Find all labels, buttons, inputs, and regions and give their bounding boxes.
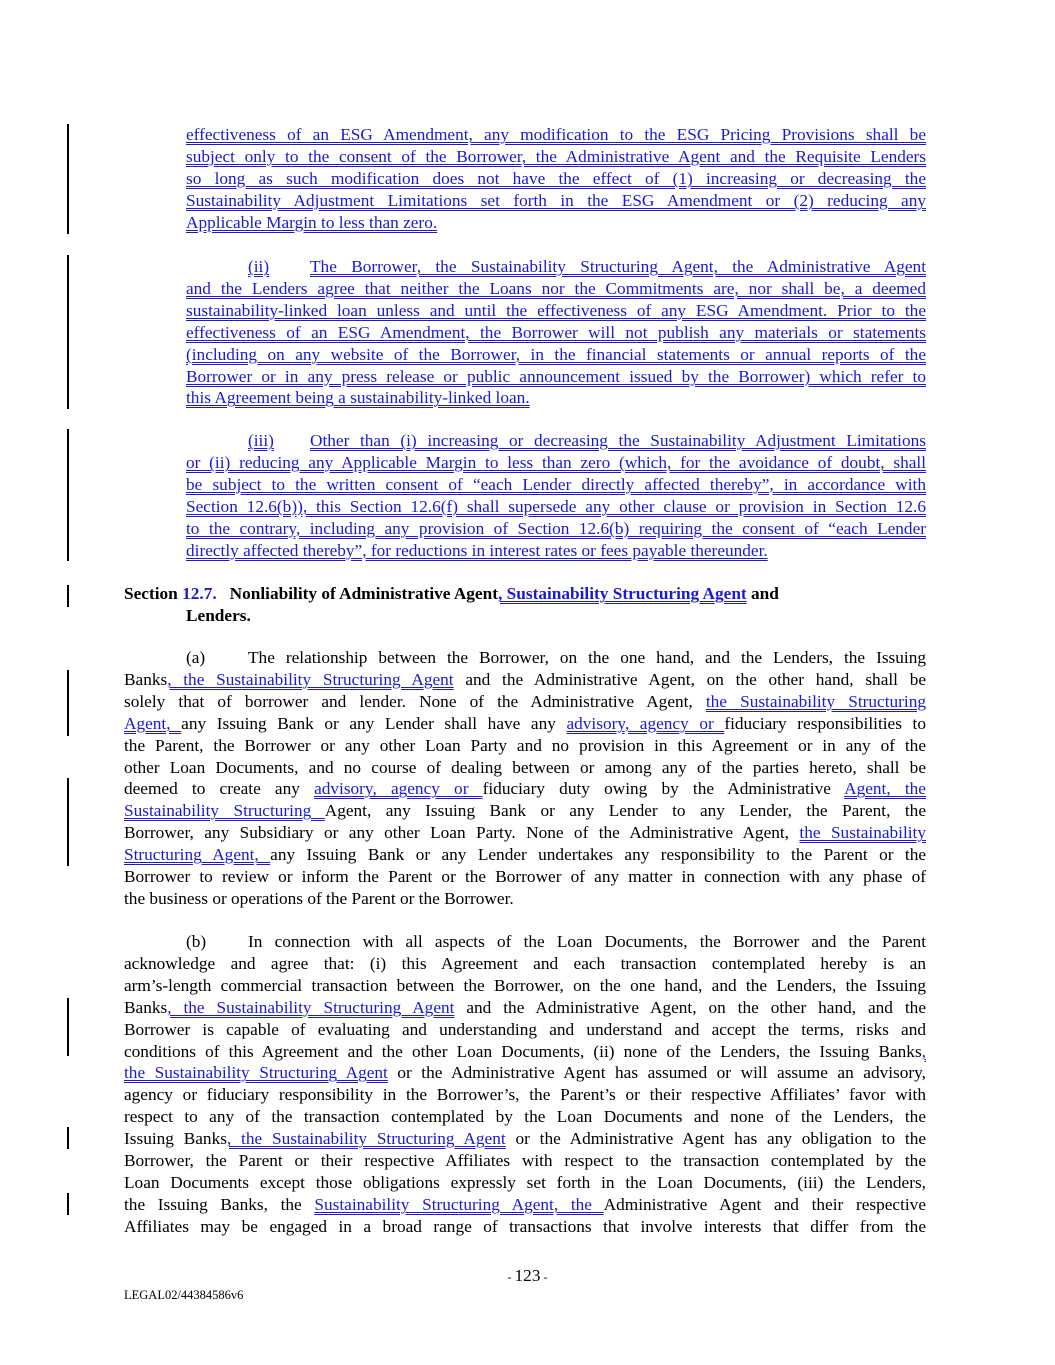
change-bar — [67, 429, 69, 561]
text-segment: Borrower to review or inform the Parent or the Borrower of any matter in connection with any phase of — [124, 867, 926, 886]
text-segment: and the Administrative Agent, on the other hand, and the — [454, 997, 926, 1017]
text-line — [124, 713, 926, 735]
inserted-text: Structuring Agent, — [124, 845, 271, 865]
text-segment: fiduciary responsibilities to — [724, 713, 926, 733]
text-segment: Borrower is capable of evaluating and understanding and understand and accept the terms, risks and — [124, 1019, 926, 1039]
page-number-prefix: - — [507, 1270, 515, 1284]
inserted-text: The Borrower, the Sustainability Structuring Agent, the Administrative Agent — [310, 257, 926, 276]
inserted-text: this Agreement being a sustainability-linked loan. — [186, 388, 530, 408]
inserted-text: (including on any website of the Borrower, in the financial statements or annual reports of the — [186, 344, 926, 364]
text-line — [186, 540, 926, 562]
text-segment: or the Administrative Agent has assumed or will assume an advisory, — [387, 1063, 926, 1083]
inserted-text: Agent, the — [844, 779, 926, 799]
text-line — [186, 168, 926, 190]
text-segment: conditions of this Agreement and the other Loan Documents, (ii) none of the Lenders, the Issuing Banks — [124, 1041, 922, 1061]
text-line — [124, 1150, 926, 1172]
text-line — [186, 387, 926, 409]
text-segment: any Issuing Bank or any Lender undertakes any responsibility to the Parent or the — [270, 845, 927, 865]
inserted-text: , the Sustainability Structuring Agent — [167, 669, 454, 689]
section-label: Section — [124, 584, 178, 603]
text-line — [124, 757, 926, 779]
inserted-text: effectiveness of an ESG Amendment, the Borrower will not publish any materials or statements — [186, 322, 926, 342]
inserted-text: or (ii) reducing any Applicable Margin to less than zero (which, for the avoidance of doubt, shall — [186, 452, 926, 472]
text-line — [124, 975, 926, 997]
paragraph-label: (iii) — [248, 431, 274, 450]
inserted-text: , — [921, 1041, 926, 1061]
text-segment: Banks — [124, 997, 168, 1017]
text-line — [124, 1062, 926, 1084]
section-title: Nonliability of Administrative Agent — [229, 584, 498, 603]
change-bar — [67, 670, 69, 692]
text-line — [124, 1194, 926, 1216]
section-heading — [124, 583, 779, 605]
text-line — [124, 691, 926, 713]
text-segment: arm’s-length commercial transaction between the Borrower, on the one hand, and the Lenders, the Issuing — [124, 975, 926, 995]
inserted-text: advisory, agency or — [566, 713, 725, 733]
text-line — [124, 669, 926, 691]
text-segment: In connection with all aspects of the Loan Documents, the Borrower and the Parent — [248, 932, 926, 951]
text-segment: Administrative Agent and their respective — [603, 1194, 926, 1214]
text-segment: Issuing Banks — [124, 1129, 227, 1149]
text-segment: the Parent, the Borrower or any other Loan Party and no provision in this Agreement or in any of the — [124, 735, 926, 755]
inserted-text: the Sustainability — [799, 823, 926, 843]
text-line — [124, 800, 926, 822]
section-title-line2: Lenders. — [186, 606, 251, 625]
text-segment: any Issuing Bank or any Lender shall have any — [181, 713, 567, 733]
text-line — [186, 344, 926, 366]
change-bar — [67, 124, 69, 234]
text-segment: Agent, any Issuing Bank or any Lender to any Lender, the Parent, the — [324, 801, 926, 821]
inserted-text: the Sustainability Structuring — [705, 691, 926, 711]
text-line — [124, 1084, 926, 1106]
text-segment: Banks — [124, 669, 168, 689]
change-bar — [67, 1012, 69, 1056]
text-segment: solely that of borrower and lender. None of the Administrative Agent, — [124, 691, 706, 711]
inserted-text: effectiveness of an ESG Amendment, any modification to the ESG Pricing Provisions shall be — [186, 125, 926, 144]
section-title-end: and — [746, 584, 779, 603]
text-segment: the Issuing Banks, the — [124, 1194, 315, 1214]
section-number: 12.7. — [182, 584, 217, 603]
text-segment: and the Administrative Agent, on the other hand, shall be — [453, 669, 926, 689]
change-bar — [67, 255, 69, 409]
text-line — [124, 1172, 926, 1194]
text-line — [124, 735, 926, 757]
inserted-text: and the Lenders agree that neither the Loans nor the Commitments are, nor shall be, a deemed — [186, 278, 926, 298]
text-segment: respect to any of the transaction contemplated by the Loan Documents and none of the Lenders, the — [124, 1107, 926, 1127]
change-bar — [67, 1127, 69, 1149]
inserted-text: , the Sustainability Structuring Agent — [167, 997, 455, 1017]
inserted-text: to the contrary, including any provision of Section 12.6(b) requiring the consent of “each Lender — [186, 518, 926, 538]
text-line — [186, 300, 926, 322]
text-line — [186, 190, 926, 212]
text-segment: Loan Documents except those obligations expressly set forth in the Loan Documents, (iii) the Lenders, — [124, 1172, 926, 1192]
inserted-text: Borrower or in any press release or public announcement issued by the Borrower) which refer to — [186, 366, 926, 386]
text-line — [124, 844, 926, 866]
inserted-text: subject only to the consent of the Borrower, the Administrative Agent and the Requisite Lenders — [186, 146, 926, 166]
text-segment: fiduciary duty owing by the Administrative — [482, 779, 845, 799]
text-line — [124, 866, 926, 888]
text-line — [124, 1106, 926, 1128]
page-number-value: 123 — [514, 1266, 541, 1285]
inserted-text: sustainability-linked loan unless and until the effectiveness of any ESG Amendment. Prior to the — [186, 300, 926, 320]
page-number — [0, 1266, 1055, 1286]
inserted-text: so long as such modification does not have the effect of (1) increasing or decreasing the — [186, 168, 926, 188]
inserted-text: , the Sustainability Structuring Agent — [226, 1129, 506, 1149]
text-line — [186, 212, 926, 234]
text-line — [124, 997, 926, 1019]
change-bar — [67, 692, 69, 736]
text-line — [186, 322, 926, 344]
inserted-text: Section 12.6(b)), this Section 12.6(f) shall supersede any other clause or provision in Section 12.6 — [186, 496, 926, 516]
text-line — [124, 1128, 926, 1150]
document-id: LEGAL02/44384586v6 — [124, 1288, 244, 1302]
text-segment: acknowledge and agree that: (i) this Agreement and each transaction contemplated hereby is an — [124, 953, 926, 973]
inserted-text: directly affected thereby”, for reductions in interest rates or fees payable thereunder. — [186, 540, 768, 560]
text-segment: Affiliates may be engaged in a broad range of transactions that involve interests that differ from the — [124, 1216, 926, 1236]
text-line — [186, 452, 926, 474]
change-bar — [67, 778, 69, 822]
text-line — [186, 278, 926, 300]
change-bar — [67, 1193, 69, 1215]
text-line — [124, 822, 926, 844]
text-line — [124, 1041, 926, 1063]
text-line — [186, 430, 926, 452]
text-line — [186, 146, 926, 168]
text-segment: the business or operations of the Parent or the Borrower. — [124, 888, 514, 908]
text-line — [124, 1019, 926, 1041]
section-title-inserted: , Sustainability Structuring Agent — [497, 584, 747, 603]
inserted-text: be subject to the written consent of “each Lender directly affected thereby”, in accordance with — [186, 474, 926, 494]
text-line — [124, 778, 926, 800]
page-number-suffix: - — [540, 1270, 548, 1284]
inserted-text: Sustainability Adjustment Limitations set forth in the ESG Amendment or (2) reducing any — [186, 190, 926, 210]
inserted-text: the Sustainability Structuring Agent — [124, 1063, 388, 1083]
text-segment: agency or fiduciary responsibility in the Borrower’s, the Parent’s or their respective Affiliates’ favor with — [124, 1085, 926, 1105]
section-heading-line2 — [186, 605, 251, 627]
text-line — [186, 366, 926, 388]
text-segment: Borrower, any Subsidiary or any other Loan Party. None of the Administrative Agent, — [124, 823, 800, 843]
text-line — [186, 256, 926, 278]
inserted-text: Sustainability Structuring Agent, the — [314, 1194, 604, 1214]
text-segment: or the Administrative Agent has any obligation to the — [505, 1129, 927, 1149]
text-line — [124, 1216, 926, 1238]
paragraph-label: (a) — [186, 648, 206, 667]
text-segment: The relationship between the Borrower, on the one hand, and the Lenders, the Issuing — [248, 648, 926, 667]
text-line — [186, 496, 926, 518]
inserted-text: Applicable Margin to less than zero. — [186, 212, 438, 232]
text-line — [124, 931, 926, 953]
text-line — [186, 518, 926, 540]
inserted-text: Agent, — [124, 713, 182, 733]
text-line — [124, 953, 926, 975]
text-line — [124, 888, 926, 910]
inserted-text: Other than (i) increasing or decreasing the Sustainability Adjustment Limitations — [310, 431, 926, 450]
paragraph-label: (ii) — [248, 257, 270, 276]
text-line — [186, 474, 926, 496]
text-line — [124, 647, 926, 669]
paragraph-label: (b) — [186, 932, 207, 951]
change-bar — [67, 585, 69, 607]
text-segment: deemed to create any — [124, 779, 315, 799]
text-segment: other Loan Documents, and no course of dealing between or among any of the parties hereto, shall be — [124, 757, 926, 777]
inserted-text: advisory, agency or — [314, 779, 483, 799]
inserted-text: Sustainability Structuring — [124, 801, 325, 821]
text-segment: Borrower, the Parent or their respective Affiliates with respect to the transaction contemplated by the — [124, 1151, 926, 1170]
change-bar — [67, 822, 69, 866]
text-line — [186, 124, 926, 146]
